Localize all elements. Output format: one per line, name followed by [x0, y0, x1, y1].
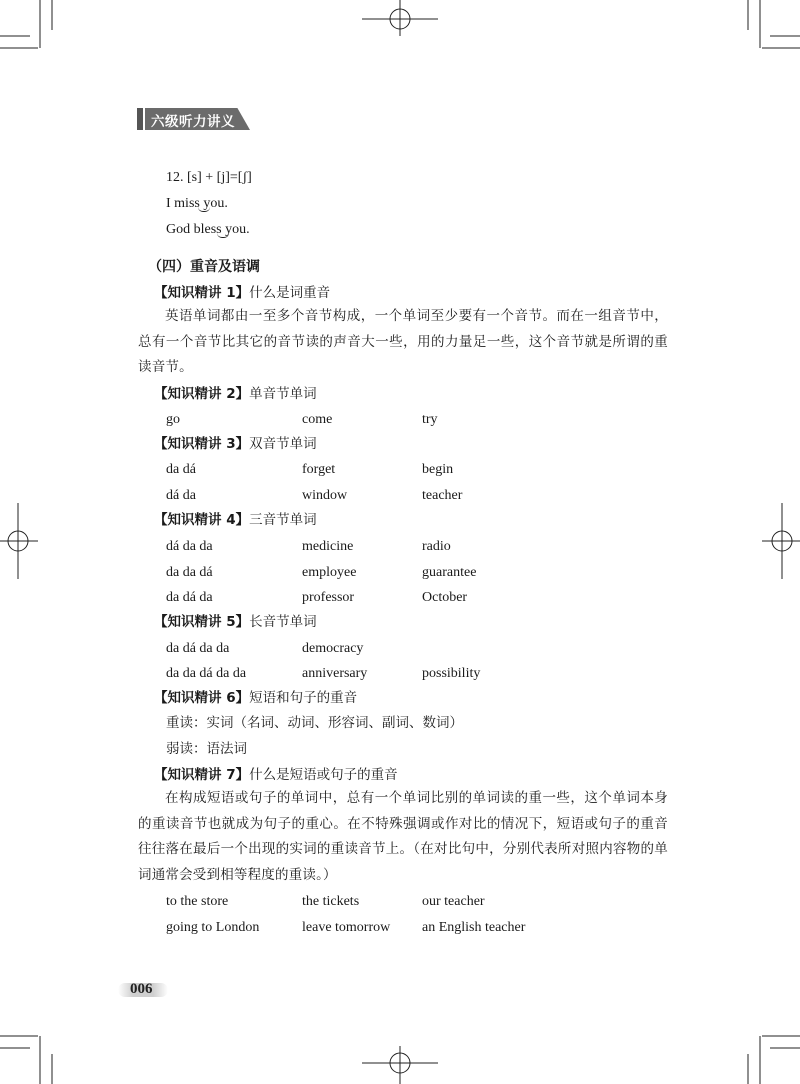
table-cell: dá da	[166, 488, 196, 503]
table-cell: the tickets	[302, 894, 360, 909]
table-cell: da da dá da da	[166, 666, 247, 681]
table-cell: democracy	[302, 641, 364, 656]
knowledge-title: 长音节单词	[249, 614, 317, 630]
page-number-badge	[118, 981, 168, 999]
stress-words-line: 重读：实词（名词、动词、形容词、副词、数词）	[166, 715, 463, 731]
table-cell: radio	[422, 539, 451, 554]
table-cell: da dá	[166, 462, 196, 477]
paragraph-sentence-stress: 在构成短语或句子的单词中，总有一个单词比别的单词读的重一些，这个单词本身的重读音节也就成为句子的重心。在不特殊强调或作对比的情况下，短语或句子的重音往往落在最后一个出现的实词的重读音节上。（在对比句中，分别代表所对照内容物的单词通常会受到相等程度的重读。）	[138, 790, 668, 883]
knowledge-tag: 【知识精讲 6】	[154, 690, 250, 706]
table-cell: employee	[302, 565, 357, 580]
table-cell: try	[422, 412, 438, 427]
table-cell: dá da da	[166, 539, 213, 554]
table-cell: da dá da	[166, 590, 213, 605]
table-cell: go	[166, 412, 180, 427]
section-title: （四）重音及语调	[148, 259, 260, 275]
knowledge-title: 单音节单词	[249, 386, 317, 402]
knowledge-5-heading	[154, 612, 317, 632]
table-cell: guarantee	[422, 565, 477, 580]
example-12-line-1: I miss you.	[166, 196, 228, 211]
knowledge-tag: 【知识精讲 1】	[154, 285, 250, 301]
knowledge-6-heading	[154, 688, 357, 708]
knowledge-title: 什么是短语或句子的重音	[249, 767, 398, 783]
table-cell: medicine	[302, 539, 354, 554]
knowledge-3-heading	[154, 434, 317, 454]
knowledge-tag: 【知识精讲 2】	[154, 386, 250, 402]
knowledge-4-heading	[154, 510, 317, 530]
table-cell: October	[422, 590, 468, 605]
example-12-line-2: God bless you.	[166, 222, 250, 237]
table-cell: leave tomorrow	[302, 920, 391, 935]
knowledge-title: 什么是词重音	[249, 285, 331, 301]
table-cell: begin	[422, 462, 454, 477]
table-cell: possibility	[422, 666, 481, 681]
knowledge-title: 双音节单词	[249, 436, 317, 452]
table-cell: anniversary	[302, 666, 368, 681]
knowledge-2-heading	[154, 384, 317, 404]
chapter-header	[137, 108, 252, 130]
table-cell: come	[302, 412, 333, 427]
knowledge-tag: 【知识精讲 3】	[154, 436, 250, 452]
knowledge-title: 三音节单词	[249, 512, 317, 528]
table-cell: teacher	[422, 488, 463, 503]
example-12-title: 12. [s] + [j]=[ʃ]	[166, 170, 252, 185]
table-cell: da da dá	[166, 565, 213, 580]
header-bar-decoration	[137, 108, 143, 130]
table-cell: to the store	[166, 894, 229, 909]
paragraph-word-stress: 英语单词都由一至多个音节构成，一个单词至少要有一个音节。而在一组音节中，总有一个音节比其它的音节读的声音大一些，用的力量足一些，这个音节就是所谓的重读音节。	[138, 308, 668, 375]
table-cell: window	[302, 488, 348, 503]
table-cell: our teacher	[422, 894, 485, 909]
table-cell: forget	[302, 462, 336, 477]
header-label: 六级听力讲义	[151, 114, 235, 130]
table-cell: going to London	[166, 920, 260, 935]
knowledge-title: 短语和句子的重音	[249, 690, 358, 706]
knowledge-1-heading	[154, 283, 330, 303]
knowledge-tag: 【知识精讲 5】	[154, 614, 250, 630]
page-number: 006	[130, 981, 153, 997]
table-cell: an English teacher	[422, 920, 526, 935]
knowledge-tag: 【知识精讲 7】	[154, 767, 250, 783]
table-cell: professor	[302, 590, 355, 605]
table-cell: da dá da da	[166, 641, 230, 656]
knowledge-tag: 【知识精讲 4】	[154, 512, 250, 528]
knowledge-7-heading	[154, 765, 398, 785]
weak-words-line: 弱读：语法词	[166, 741, 247, 757]
